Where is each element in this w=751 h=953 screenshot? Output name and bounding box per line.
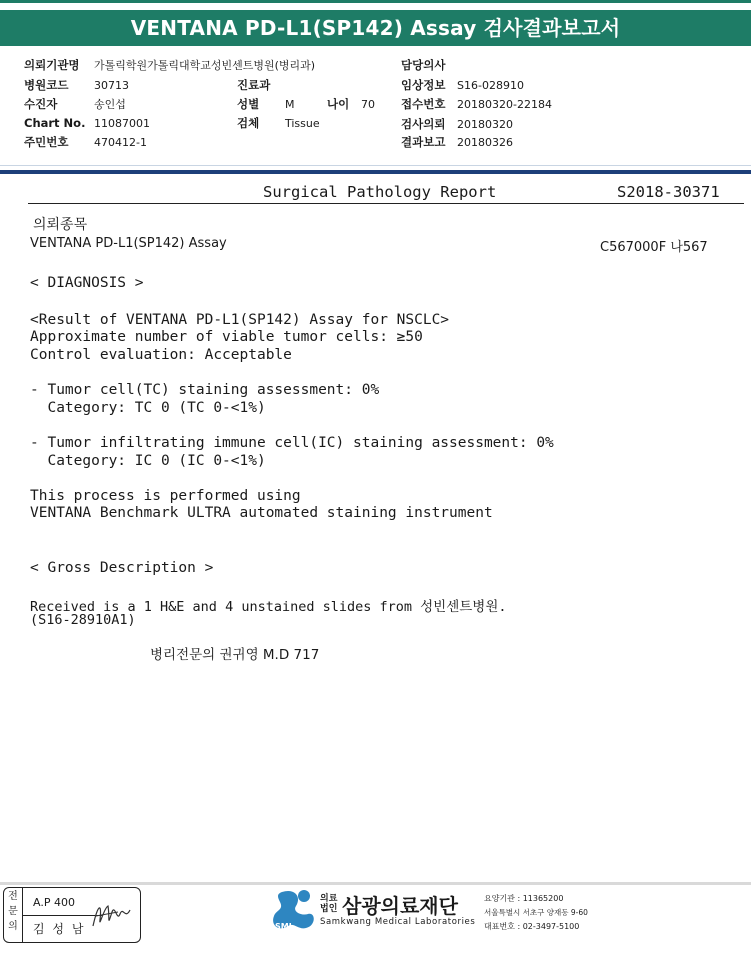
request-date-label: 검사의뢰	[401, 117, 446, 131]
org-name: 삼광의료재단	[342, 894, 458, 918]
stamp-side-label	[4, 888, 23, 942]
gross-heading: < Gross Description >	[30, 560, 214, 576]
diagnosis-line: Category: TC 0 (TC 0-<1%)	[30, 400, 266, 416]
contact-code: 요양기관 : 11365200	[484, 894, 564, 903]
info-request-date	[401, 116, 513, 132]
org-prefix	[320, 894, 337, 914]
diagnosis-heading: < DIAGNOSIS >	[30, 275, 144, 291]
patient-name-label: 수진자	[24, 97, 58, 111]
sex-label: 성별	[237, 97, 260, 111]
info-age	[327, 96, 375, 112]
age-value: 70	[361, 98, 375, 111]
top-border	[0, 0, 751, 3]
report-title: Surgical Pathology Report	[263, 183, 497, 201]
request-code: C567000F 나567	[600, 240, 708, 255]
resident-no-value: 470412-1	[94, 136, 147, 149]
report-title-divider	[28, 203, 744, 204]
resident-no-label: 주민번호	[24, 135, 69, 149]
diagnosis-line: <Result of VENTANA PD-L1(SP142) Assay for NSCLC>	[30, 312, 450, 328]
info-chart-no	[24, 116, 150, 130]
physician-label: 담당의사	[401, 58, 446, 72]
gross-line: Received is a 1 H&E and 4 unstained slides from 성빈센트병원.	[30, 599, 507, 615]
request-date-value: 20180320	[457, 118, 513, 131]
signature-icon	[90, 898, 134, 934]
diagnosis-line: VENTANA Benchmark ULTRA automated staining instrument	[30, 505, 493, 521]
stamp-name: 김 성 남	[33, 922, 86, 936]
diagnosis-line: Category: IC 0 (IC 0-<1%)	[30, 453, 266, 469]
gross-line: (S16-28910A1)	[30, 612, 136, 628]
diagnosis-line: This process is performed using	[30, 488, 301, 504]
specimen-value: Tissue	[285, 117, 320, 130]
hospital-code-value: 30713	[94, 79, 129, 92]
pathologist-signature: 병리전문의 권귀영 M.D 717	[150, 647, 320, 663]
sml-logo-icon	[268, 886, 318, 938]
institution-value: 가톨릭학원가톨릭대학교성빈센트병원(병리과)	[94, 59, 316, 72]
logo-text: SML	[275, 922, 294, 931]
info-accession	[401, 96, 552, 112]
info-hospital-code	[24, 77, 129, 93]
report-number: S2018-30371	[617, 183, 720, 201]
report-date-value: 20180326	[457, 136, 513, 149]
specimen-label: 검체	[237, 116, 260, 130]
specialist-stamp	[3, 887, 141, 943]
header-divider-thin	[0, 165, 751, 166]
request-label: 의뢰종목	[33, 217, 88, 233]
diagnosis-line: Approximate number of viable tumor cells: ≥50	[30, 329, 423, 345]
diagnosis-line: - Tumor infiltrating immune cell(IC) staining assessment: 0%	[30, 435, 554, 451]
info-physician	[401, 57, 457, 73]
chart-no-value: 11087001	[94, 117, 150, 130]
request-item: VENTANA PD-L1(SP142) Assay	[30, 236, 227, 251]
hospital-code-label: 병원코드	[24, 78, 69, 92]
org-prefix-top: 의료	[320, 894, 338, 904]
clinical-label: 임상정보	[401, 78, 446, 92]
info-institution	[24, 57, 315, 73]
age-label: 나이	[327, 97, 350, 111]
diagnosis-line: - Tumor cell(TC) staining assessment: 0%	[30, 382, 380, 398]
diagnosis-line: Control evaluation: Acceptable	[30, 347, 292, 363]
stamp-side-char: 문	[8, 906, 18, 917]
report-header-title: VENTANA PD-L1(SP142) Assay 검사결과보고서	[0, 10, 751, 46]
department-label: 진료과	[237, 78, 271, 92]
header-divider-thick	[0, 170, 751, 174]
stamp-side-char: 의	[8, 921, 18, 932]
accession-value: 20180320-22184	[457, 98, 552, 111]
accession-label: 접수번호	[401, 97, 446, 111]
stamp-side-char: 전	[8, 891, 18, 902]
contact-address: 서울특별시 서초구 양재동 9-60	[484, 908, 588, 917]
report-date-label: 결과보고	[401, 135, 446, 149]
contact-phone: 대표번호 : 02-3497-5100	[484, 922, 580, 931]
info-sex	[237, 96, 295, 112]
chart-no-label: Chart No.	[24, 116, 86, 130]
stamp-id: A.P 400	[33, 896, 75, 909]
org-english-name: Samkwang Medical Laboratories	[320, 917, 476, 927]
sex-value: M	[285, 98, 295, 111]
institution-label: 의뢰기관명	[24, 58, 80, 72]
info-clinical	[401, 77, 524, 93]
info-resident-no	[24, 134, 147, 150]
info-patient-name	[24, 96, 126, 112]
info-report-date	[401, 134, 513, 150]
clinical-value: S16-028910	[457, 79, 524, 92]
info-department	[237, 77, 270, 93]
info-specimen	[237, 115, 320, 131]
footer-divider	[0, 882, 751, 885]
patient-name-value: 송인섭	[94, 98, 126, 111]
org-prefix-bottom: 법인	[320, 904, 338, 914]
